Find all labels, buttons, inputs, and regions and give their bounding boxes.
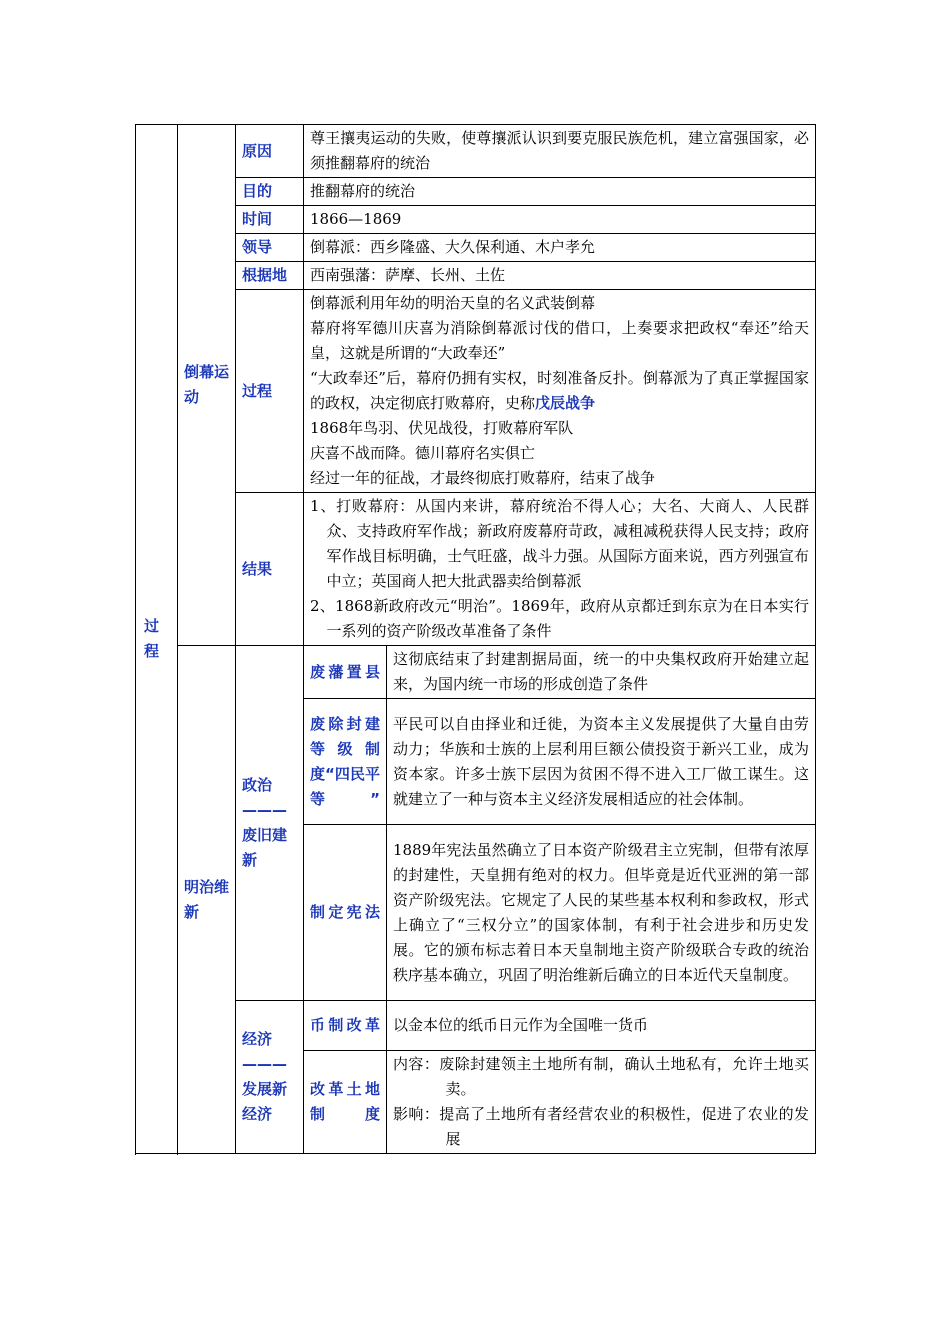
economy-label: 经济———发展新经济 (236, 1001, 304, 1154)
reform-label-abolish-han: 废藩置县 (304, 646, 387, 699)
reform-content-land (387, 1051, 816, 1154)
process-line: 庆喜不战而降。德川幕府名实俱亡 (310, 444, 536, 462)
reform-label-constitution: 制定宪法 (304, 825, 387, 1001)
row-label-time: 时间 (236, 206, 304, 234)
reform-content-four-classes: 平民可以自由择业和迁徙，为资本主义发展提供了大量自由劳动力；华族和士族的上层利用巨额公债投资于新兴工业，成为资本家。许多士族下层因为贫困不得不进入工厂做工谋生。这就建立了一种与资本主义经济发展相适应的社会体制。 (387, 699, 816, 825)
row-content-cause: 尊王攘夷运动的失败，使尊攘派认识到要克服民族危机，建立富强国家，必须推翻幕府的统治 (304, 125, 816, 178)
row-label-cause: 原因 (236, 125, 304, 178)
reform-content-abolish-han: 这彻底结束了封建割据局面，统一的中央集权政府开始建立起来，为国内统一市场的形成创造了条件 (387, 646, 816, 699)
history-table (135, 124, 816, 1154)
row-content-base: 西南强藩：萨摩、长州、土佐 (304, 262, 816, 290)
reform-label-land: 改革土地制度 (304, 1051, 387, 1154)
politics-label: 政治———废旧建新 (236, 646, 304, 1001)
reform-label-currency: 币制改革 (304, 1001, 387, 1051)
daomu-label: 倒幕运动 (178, 125, 236, 646)
process-line: 幕府将军德川庆喜为消除倒幕派讨伐的借口，上奏要求把政权“奉还”给天皇，这就是所谓的“大政奉还” (310, 319, 810, 362)
reform-content-constitution: 1889年宪法虽然确立了日本资产阶级君主立宪制，但带有浓厚的封建性，天皇拥有绝对的权力。但毕竟是近代亚洲的第一部资产阶级宪法。它规定了人民的某些基本权利和参政权，形式上确立了“三权分立”的国家体制，有利于社会进步和历史发展。它的颁布标志着日本天皇制地主资产阶级联合专政的统治秩序基本确立，巩固了明治维新后确立的日本近代天皇制度。 (387, 825, 816, 1001)
reform-label-four-classes: 废除封建等级制度“四民平等” (304, 699, 387, 825)
row-label-process: 过程 (236, 290, 304, 493)
row-content-process (304, 290, 816, 493)
result-item: 2、1868新政府改元“明治”。1869年，政府从京都迁到东京为在日本实行一系列的资产阶级改革准备了条件 (310, 597, 810, 640)
process-line: 1868年鸟羽、伏见战役，打败幕府军队 (310, 419, 574, 437)
boshin-war-highlight: 戊辰战争 (535, 394, 596, 412)
row-content-result (304, 493, 816, 646)
process-header-cell: 过程 (136, 125, 178, 1154)
row-label-leaders: 领导 (236, 234, 304, 262)
meiji-label: 明治维新 (178, 646, 236, 1154)
reform-content-currency: 以金本位的纸币日元作为全国唯一货币 (387, 1001, 816, 1051)
result-item: 1、打败幕府：从国内来讲，幕府统治不得人心；大名、大商人、人民群众、支持政府军作战；新政府废幕府苛政，减租减税获得人民支持；政府军作战目标明确，士气旺盛，战斗力强。从国际方面来说，西方列强宣布中立；英国商人把大批武器卖给倒幕派 (310, 497, 810, 590)
land-reform-content: 内容：废除封建领主土地所有制，确认土地私有，允许土地买卖。 (393, 1055, 810, 1098)
process-line: 经过一年的征战，才最终彻底打败幕府，结束了战争 (310, 469, 656, 487)
row-label-result: 结果 (236, 493, 304, 646)
row-label-purpose: 目的 (236, 178, 304, 206)
land-reform-impact: 影响：提高了土地所有者经营农业的积极性，促进了农业的发展 (393, 1105, 810, 1148)
process-line: 倒幕派利用年幼的明治天皇的名义武装倒幕 (310, 294, 596, 312)
row-label-base: 根据地 (236, 262, 304, 290)
process-line (310, 366, 809, 416)
row-content-leaders: 倒幕派：西乡隆盛、大久保利通、木户孝允 (304, 234, 816, 262)
process-line-text: “大政奉还”后，幕府仍拥有实权，时刻准备反扑。倒幕派为了真正掌握国家的政权，决定彻底打败幕府，史称 (310, 369, 810, 412)
row-content-time: 1866—1869 (304, 206, 816, 234)
row-content-purpose: 推翻幕府的统治 (304, 178, 816, 206)
